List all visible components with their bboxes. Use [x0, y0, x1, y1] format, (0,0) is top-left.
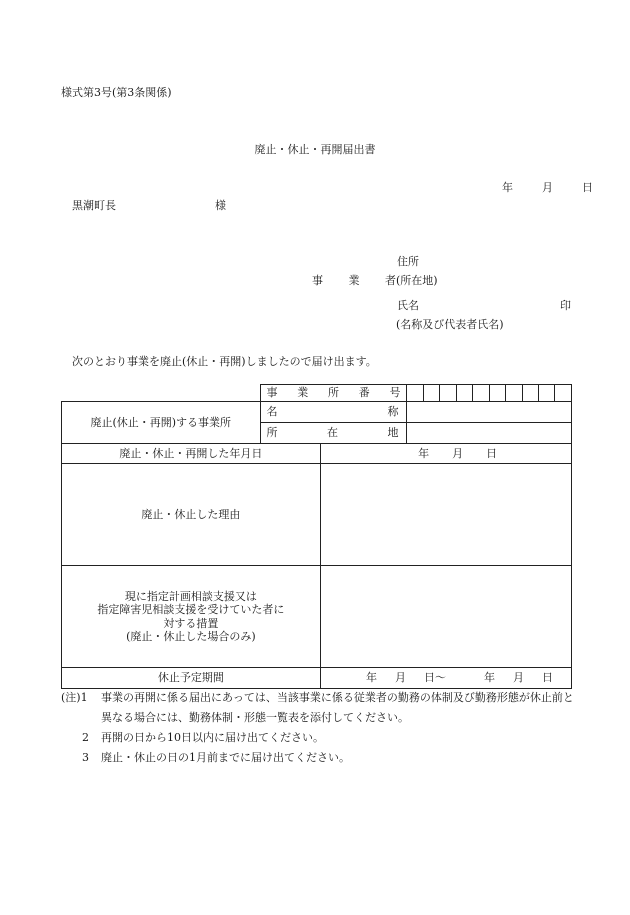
suspension-period-label: 休止予定期間	[62, 668, 321, 689]
intro-statement: 次のとおり事業を廃止(休止・再開)しましたので届け出ます。	[72, 355, 377, 368]
office-location-label: 所 在 地	[260, 423, 407, 444]
office-number-digit[interactable]	[440, 385, 456, 402]
suspension-period-field[interactable]: 年 月 日〜 年 月 日	[320, 668, 571, 689]
business-operator-label: 事 業 者	[312, 274, 396, 287]
office-location-field[interactable]	[407, 423, 572, 444]
seal-mark: 印	[560, 299, 571, 312]
office-name-field[interactable]	[407, 402, 572, 423]
address-label: 住所	[397, 255, 419, 268]
office-number-digit[interactable]	[407, 385, 423, 402]
location-label: (所在地)	[396, 274, 438, 287]
action-date-label: 廃止・休止・再開した年月日	[62, 444, 321, 464]
name-note: (名称及び代表者氏名)	[396, 318, 504, 331]
submission-date	[502, 181, 593, 194]
action-date-field[interactable]: 年 月 日	[320, 444, 571, 464]
measures-label: 現に指定計画相談支援又は 指定障害児相談支援を受けていた者に 対する措置 (廃止・休止した場合のみ)	[62, 566, 321, 668]
date-day: 日	[582, 181, 593, 194]
office-number-label: 事 業 所 番 号	[260, 385, 407, 402]
office-name-label: 名 称	[260, 402, 407, 423]
office-label: 廃止(休止・再開)する事業所	[62, 402, 261, 444]
name-label: 氏名	[397, 299, 419, 312]
office-number-digit[interactable]	[538, 385, 554, 402]
addressee-honorific: 様	[215, 199, 226, 212]
office-number-digit[interactable]	[506, 385, 522, 402]
office-number-digit[interactable]	[423, 385, 439, 402]
note-item: (注)1 事業の再開に係る届出にあっては、当該事業に係る従業者の勤務の体制及び勤務形態が休止前と異なる場合には、勤務体制・形態一覧表を添付してください。	[61, 691, 574, 724]
date-year: 年	[502, 181, 513, 194]
office-number-digit[interactable]	[489, 385, 505, 402]
form-number: 様式第3号(第3条関係)	[61, 86, 172, 99]
reason-label: 廃止・休止した理由	[62, 464, 321, 566]
office-number-digit[interactable]	[555, 385, 572, 402]
note-item: 3 廃止・休止の日の1月前までに届け出てください。	[82, 751, 350, 764]
page-title: 廃止・休止・再開届出書	[254, 143, 376, 156]
addressee-name: 黒潮町長	[72, 199, 116, 212]
note-item: 2 再開の日から10日以内に届け出てください。	[82, 731, 324, 744]
office-number-digit[interactable]	[456, 385, 472, 402]
notification-table	[61, 384, 572, 689]
office-number-digit[interactable]	[473, 385, 489, 402]
reason-field[interactable]	[320, 464, 571, 566]
date-month: 月	[542, 181, 553, 194]
measures-field[interactable]	[320, 566, 571, 668]
office-number-digit[interactable]	[522, 385, 538, 402]
notes	[61, 688, 581, 768]
